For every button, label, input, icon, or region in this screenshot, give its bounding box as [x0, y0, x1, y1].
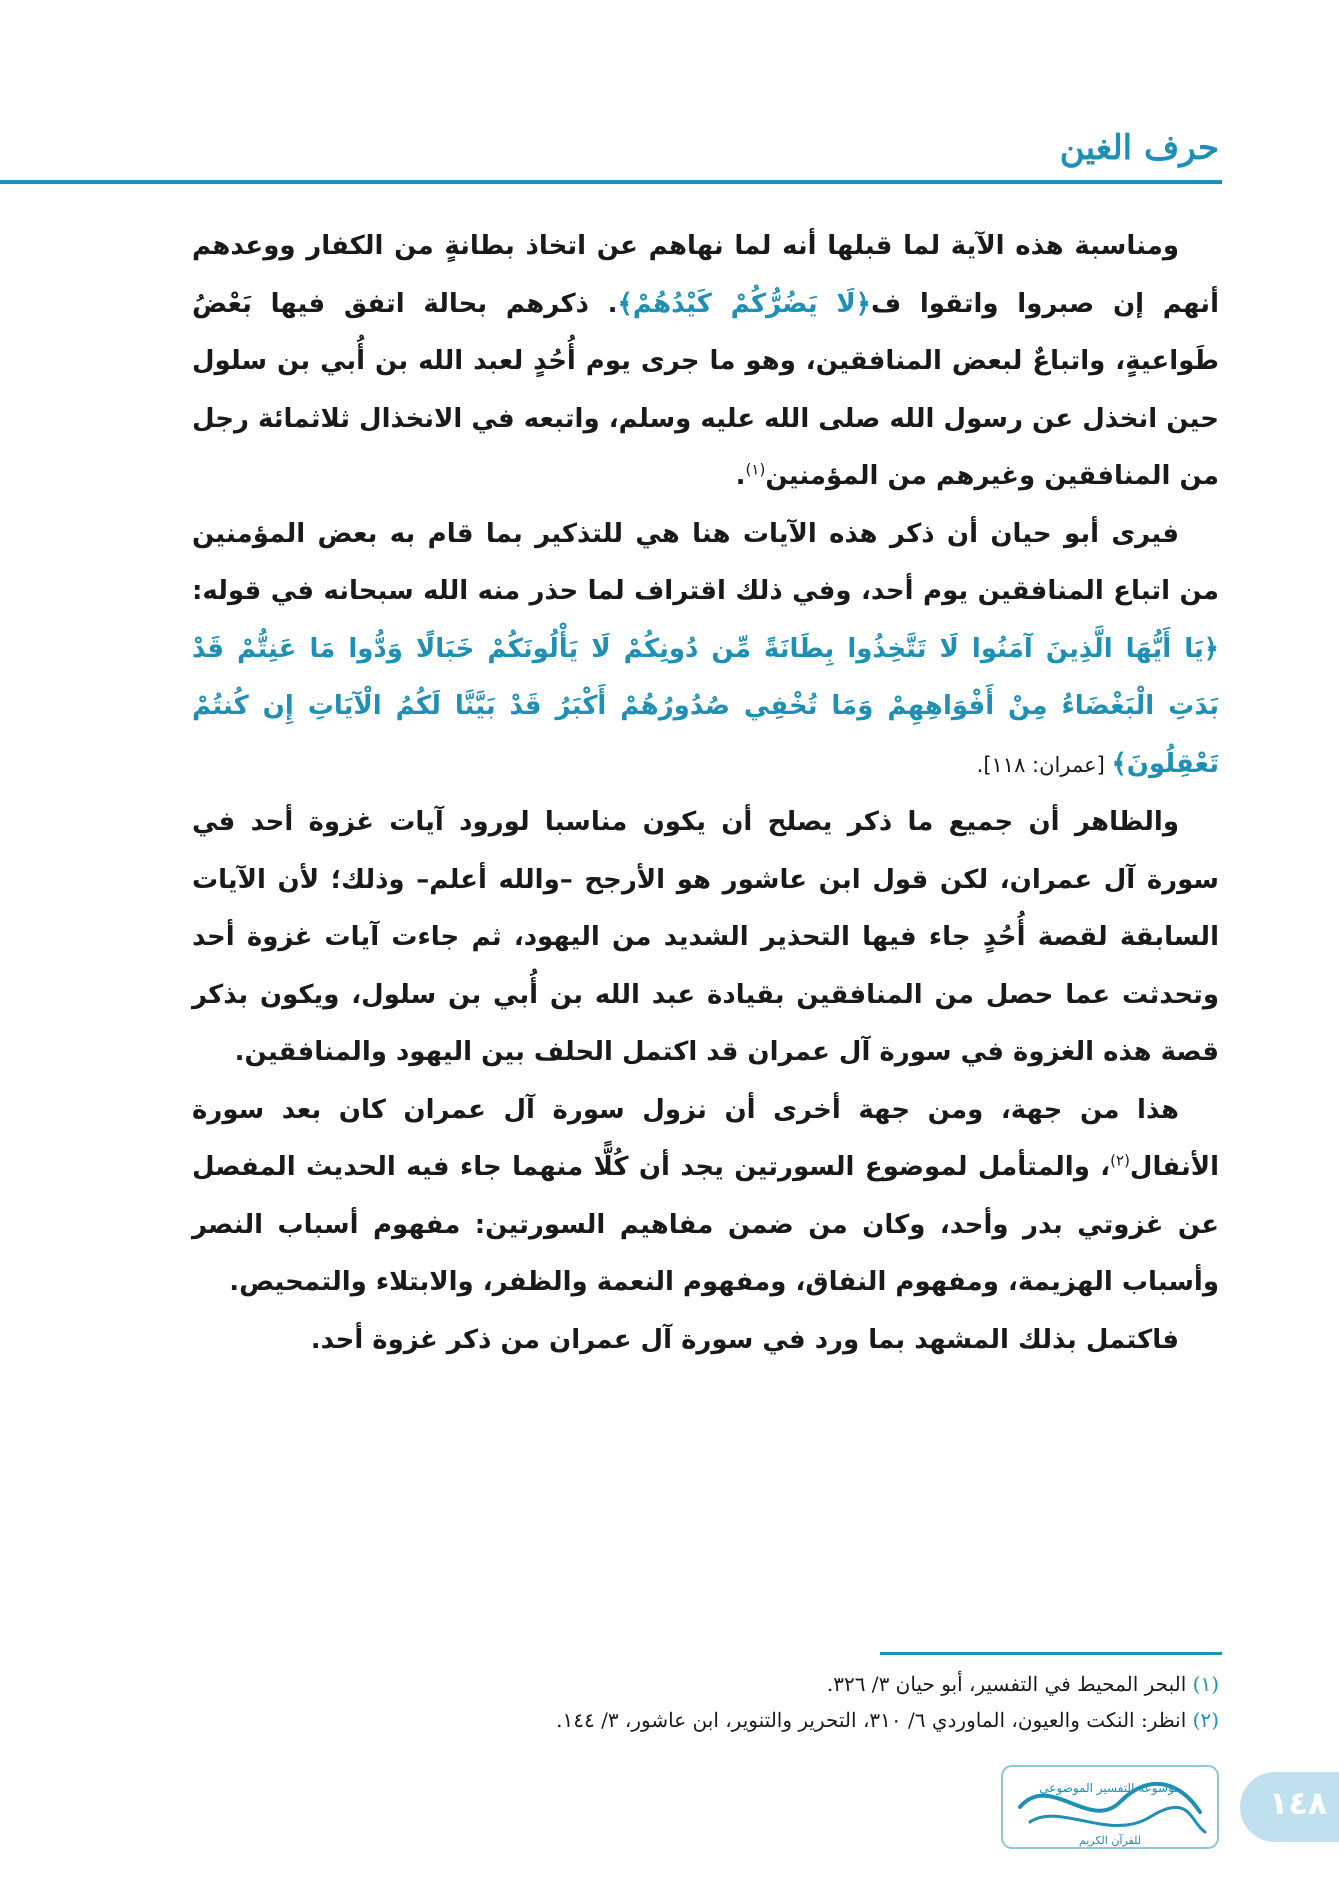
quran-verse-2: ﴿يَا أَيُّهَا الَّذِينَ آمَنُوا لَا تَتَّخِذُوا بِطَانَةً مِّن دُونِكُمْ لَا يَأْلُونَكُمْ خَبَالًا وَدُّوا مَا عَنِتُّمْ قَدْ بَدَتِ الْبَغْضَاءُ مِنْ أَفْوَاهِهِمْ وَمَا تُخْفِي صُدُورُهُمْ أَكْبَرُ قَدْ بَيَّنَّا لَكُمُ الْآيَاتِ إِن كُنتُمْ تَعْقِلُونَ﴾ — [192, 633, 1219, 779]
footnote-2-text: انظر: النكت والعيون، الماوردي ٦/ ٣١٠، التحرير والتنوير، ابن عاشور، ٣/ ١٤٤. — [556, 1708, 1187, 1732]
main-text — [192, 218, 1219, 1369]
paragraph-1-text-a: ومناسبة هذه الآية لما قبلها أنه لما نهاهم عن اتخاذ بطانةٍ من الكفار ووعدهم أنهم إن صبروا واتقوا ف — [192, 231, 1219, 319]
quran-verse-1: ﴿لَا يَضُرُّكُمْ كَيْدُهُمْ﴾ — [617, 288, 871, 319]
paragraph-1 — [192, 218, 1219, 506]
paragraph-2-text: فيرى أبو حيان أن ذكر هذه الآيات هنا هي للتذكير بما قام به بعض المؤمنين من اتباع المنافقين يوم أحد، وفي ذلك اقتراف لما حذر منه الله سبحانه في قوله: — [192, 518, 1219, 606]
encyclopedia-logo — [1000, 1762, 1220, 1852]
paragraph-4 — [192, 1082, 1219, 1312]
footnote-ref-1[interactable]: (١) — [745, 460, 766, 479]
footnote-2 — [192, 1702, 1219, 1738]
footnotes — [192, 1666, 1219, 1738]
logo-title: موسوعة التفسير الموضوعي — [1039, 1781, 1181, 1795]
logo-subtitle: للقرآن الكريم — [1078, 1834, 1142, 1847]
paragraph-1-end: . — [735, 461, 746, 491]
header-divider — [0, 180, 1222, 184]
chapter-title: حرف الغين — [1059, 128, 1219, 168]
footnote-1-number: (١) — [1192, 1672, 1219, 1696]
paragraph-5: فاكتمل بذلك المشهد بما ورد في سورة آل عمران من ذكر غزوة أحد. — [310, 1324, 1179, 1355]
paragraph-3: والظاهر أن جميع ما ذكر يصلح أن يكون مناسبا لورود آيات غزوة أحد في سورة آل عمران، لكن قول ابن عاشور هو الأرجح –والله أعلم– وذلك؛ لأن الآيات السابقة لقصة أُحُدٍ جاء فيها التحذير الشديد من اليهود، ثم جاءت آيات غزوة أحد وتحدثت عما حصل من المنافقين بقيادة عبد الله بن أُبي بن سلول، ويكون بذكر قصة هذه الغزوة في سورة آل عمران قد اكتمل الحلف بين اليهود والمنافقين. — [192, 807, 1219, 1067]
footnote-divider — [880, 1652, 1222, 1655]
paragraph-2 — [192, 506, 1219, 795]
footnote-2-number: (٢) — [1192, 1708, 1219, 1732]
paragraph-4-text-b: ، والمتأمل لموضوع السورتين يجد أن كُلًّا منهما جاء فيه الحديث المفصل عن غزوتي بدر وأحد، وكان من ضمن مفاهيم السورتين: مفهوم أسباب النصر وأسباب الهزيمة، ومفهوم النفاق، ومفهوم النعمة والظفر، والابتلاء والتمحيص. — [192, 1152, 1219, 1297]
paragraph-1-text-b: . ذكرهم بحالة اتفق فيها بَعْضُ طَواعيةٍ، واتباعٌ لبعض المنافقين، وهو ما جرى يوم أُحُدٍ لعبد الله بن أُبي بن سلول حين انخذل عن رسول الله صلى الله عليه وسلم، واتبعه في الانخذال ثلاثمائة رجل من المنافقين وغيرهم من المؤمنين — [192, 288, 1219, 491]
footnote-ref-2[interactable]: (٢) — [1110, 1151, 1130, 1170]
page-number: ١٤٨ — [1268, 1784, 1328, 1822]
paragraph-4-text-a: هذا من جهة، ومن جهة أخرى أن نزول سورة آل عمران كان بعد سورة الأنفال — [192, 1094, 1219, 1182]
verse-reference: [عمران: ١١٨]. — [976, 752, 1112, 777]
footnote-1 — [192, 1666, 1219, 1702]
footnote-1-text: البحر المحيط في التفسير، أبو حيان ٣/ ٣٢٦. — [826, 1672, 1187, 1696]
